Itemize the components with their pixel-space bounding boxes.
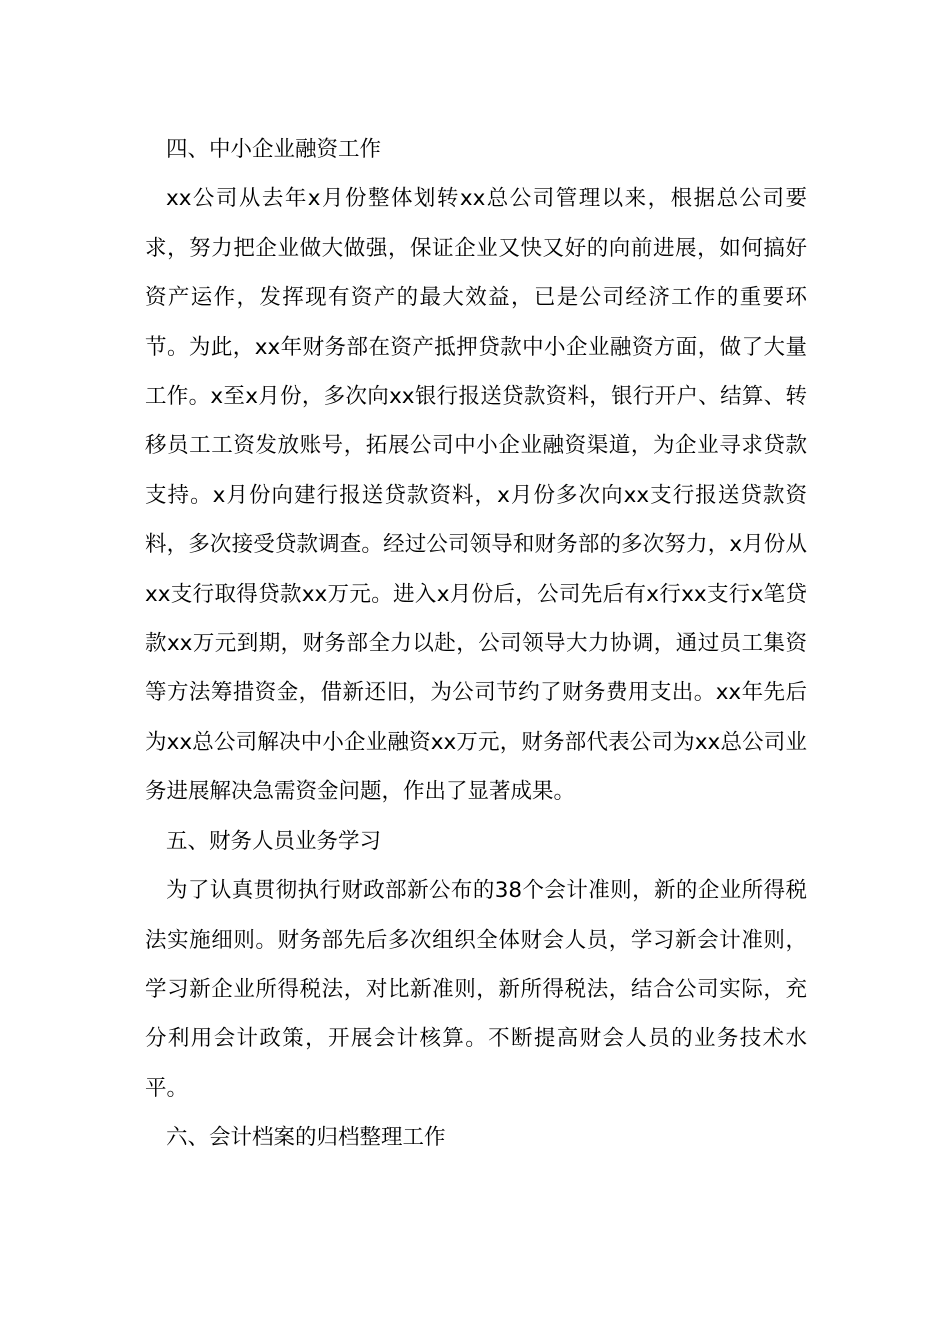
section-paragraph-4: xx公司从去年x月份整体划转xx总公司管理以来，根据总公司要求，努力把企业做大做强，保证企业又快又好的向前进展，如何搞好资产运作，发挥现有资产的最大效益，已是公司经济工作的重要环节。为此，xx年财务部在资产抵押贷款中小企业融资方面，做了大量工作。x至x月份，多次向xx银行报送贷款资料，银行开户、结算、转移员工工资发放账号，拓展公司中小企业融资渠道，为企业寻求贷款支持。x月份向建行报送贷款资料，x月份多次向xx支行报送贷款资料，多次接受贷款调查。经过公司领导和财务部的多次努力，x月份从xx支行取得贷款xx万元。进入x月份后，公司先后有x行xx支行x笔贷款xx万元到期，财务部全力以赴，公司领导大力协调，通过员工集资等方法筹措资金，借新还旧，为公司节约了财务费用支出。xx年先后为xx总公司解决中小企业融资xx万元，财务部代表公司为xx总公司业务进展解决急需资金问题，作出了显著成果。 xyxy=(145,186,807,805)
document-body xyxy=(145,125,807,1163)
section-heading-4: 四、中小企业融资工作 xyxy=(166,137,382,162)
section-heading-5: 五、财务人员业务学习 xyxy=(166,828,382,854)
section-paragraph-5: 为了认真贯彻执行财政部新公布的38个会计准则，新的企业所得税法实施细则。财务部先后多次组织全体财会人员，学习新会计准则，学习新企业所得税法，对比新准则，新所得税法，结合公司实际，充分利用会计政策，开展会计核算。不断提高财会人员的业务技术水平。 xyxy=(145,878,807,1101)
section-heading-6: 六、会计档案的归档整理工作 xyxy=(166,1125,446,1151)
